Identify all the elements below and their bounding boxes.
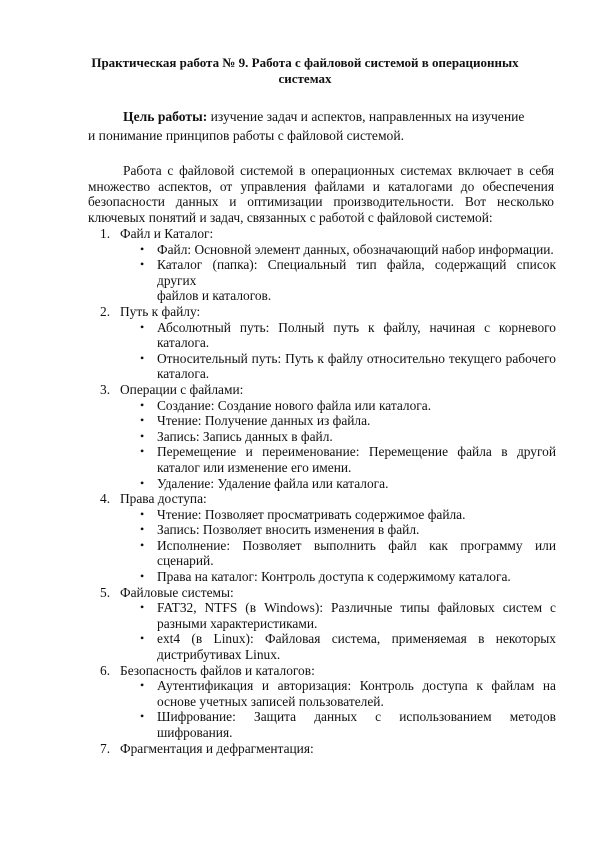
bullet-icon: • [140, 413, 145, 428]
bullet-text: Запись: Позволяет вносить изменения в файл. [157, 522, 420, 538]
bullet-text: Создание: Создание нового файла или каталога. [157, 397, 432, 413]
bullet-item [120, 507, 556, 523]
bullet-text-continued: основе учетных записей пользователей. [157, 693, 384, 709]
title-line-2: системах [278, 71, 332, 86]
bullet-text: ext4 (в Linux): Файловая система, применяемая в некоторых [157, 631, 556, 647]
goal-label: Цель работы: [123, 109, 208, 124]
section-number: 6. [100, 662, 111, 678]
bullet-item [120, 351, 556, 382]
bullet-text: Абсолютный путь: Полный путь к файлу, начиная с корневого [157, 319, 556, 335]
section-item [100, 491, 556, 585]
bullet-list [120, 320, 556, 382]
bullet-text: Каталог (папка): Специальный тип файла, содержащий список других [157, 257, 556, 288]
intro-line: множество аспектов, от управления файлами и каталогами до обеспечения [88, 178, 554, 194]
section-title: Фрагментация и дефрагментация: [120, 740, 314, 756]
bullet-list [120, 242, 556, 304]
bullet-text: Относительный путь: Путь к файлу относительно текущего рабочего [157, 350, 556, 366]
bullet-icon: • [140, 522, 145, 537]
bullet-icon: • [140, 428, 145, 443]
bullet-icon: • [140, 350, 145, 365]
bullet-item [120, 709, 556, 740]
bullet-icon: • [140, 241, 145, 256]
bullet-text-continued: разными характеристиками. [157, 615, 318, 631]
bullet-item [120, 320, 556, 351]
bullet-text: Права на каталог: Контроль доступа к содержимому каталога. [157, 569, 511, 585]
goal-paragraph [88, 108, 558, 145]
bullet-item [120, 678, 556, 709]
bullet-item [120, 569, 556, 585]
bullet-icon: • [140, 600, 145, 615]
bullet-text: Удаление: Удаление файла или каталога. [157, 475, 389, 491]
section-item [100, 382, 556, 491]
bullet-item [120, 413, 556, 429]
bullet-item [120, 398, 556, 414]
section-item [100, 585, 556, 663]
section-title: Права доступа: [120, 491, 207, 507]
section-item [100, 304, 556, 382]
bullet-text-continued: каталога. [157, 335, 210, 351]
section-title: Безопасность файлов и каталогов: [120, 662, 315, 678]
bullet-icon: • [140, 475, 145, 490]
section-title: Путь к файлу: [120, 303, 201, 319]
goal-text-1: изучение задач и аспектов, направленных на изучение [207, 109, 525, 124]
bullet-text: Шифрование: Защита данных с использованием методов [157, 709, 556, 725]
intro-line: ключевых понятий и задач, связанных с работой с файловой системой: [88, 209, 493, 225]
title-line-1: Практическая работа № 9. Работа с файловой системой в операционных [91, 55, 519, 70]
intro-line: безопасности данных и оптимизации производительности. Вот несколько [88, 194, 554, 210]
bullet-text-continued: файлов и каталогов. [157, 288, 272, 304]
bullet-text-continued: сценарий. [157, 553, 214, 569]
bullet-icon: • [140, 631, 145, 646]
bullet-text: Файл: Основной элемент данных, обозначающий набор информации. [157, 241, 554, 257]
section-number: 3. [100, 381, 111, 397]
intro-line: Работа с файловой системой в операционных системах включает в себя [123, 163, 554, 178]
bullet-icon: • [140, 537, 145, 552]
sections-list [100, 226, 556, 756]
bullet-list [120, 507, 556, 585]
section-item [100, 226, 556, 304]
intro-paragraph [88, 163, 554, 225]
bullet-icon: • [140, 506, 145, 521]
bullet-icon: • [140, 444, 145, 459]
bullet-text: Чтение: Получение данных из файла. [157, 413, 371, 429]
bullet-icon: • [140, 319, 145, 334]
section-title: Файл и Каталог: [120, 226, 214, 241]
bullet-item [120, 522, 556, 538]
section-number: 7. [100, 740, 111, 756]
section-item [100, 663, 556, 741]
section-number: 2. [100, 303, 111, 319]
bullet-text: FAT32, NTFS (в Windows): Различные типы файловых систем с [157, 600, 556, 616]
bullet-list [120, 600, 556, 662]
section-number: 4. [100, 491, 111, 507]
section-number: 5. [100, 584, 111, 600]
bullet-item [120, 429, 556, 445]
bullet-item [120, 476, 556, 492]
bullet-text: Аутентификация и авторизация: Контроль доступа к файлам на [157, 678, 556, 694]
page-title [70, 55, 540, 87]
bullet-item [120, 631, 556, 662]
bullet-list [120, 678, 556, 740]
bullet-item [120, 257, 556, 304]
bullet-text-continued: каталог или изменение его имени. [157, 459, 352, 475]
section-title: Файловые системы: [120, 584, 234, 600]
bullet-text: Исполнение: Позволяет выполнить файл как программу или [157, 537, 556, 553]
bullet-icon: • [140, 678, 145, 693]
bullet-text-continued: дистрибутивах Linux. [157, 647, 281, 663]
bullet-text: Запись: Запись данных в файл. [157, 428, 333, 444]
bullet-text-continued: каталога. [157, 366, 210, 382]
bullet-item [120, 444, 556, 475]
bullet-text: Чтение: Позволяет просматривать содержимое файла. [157, 506, 466, 522]
goal-text-2: и понимание принципов работы с файловой системой. [88, 127, 405, 143]
bullet-icon: • [140, 397, 145, 412]
bullet-list [120, 398, 556, 492]
section-item [100, 741, 556, 757]
section-title: Операции с файлами: [120, 381, 244, 397]
bullet-icon: • [140, 569, 145, 584]
bullet-item [120, 242, 556, 258]
bullet-text-continued: шифрования. [157, 725, 233, 740]
section-number: 1. [100, 226, 111, 241]
bullet-icon: • [140, 257, 145, 272]
bullet-item [120, 600, 556, 631]
bullet-text: Перемещение и переименование: Перемещение файла в другой [157, 444, 556, 460]
bullet-item [120, 538, 556, 569]
bullet-icon: • [140, 709, 145, 724]
